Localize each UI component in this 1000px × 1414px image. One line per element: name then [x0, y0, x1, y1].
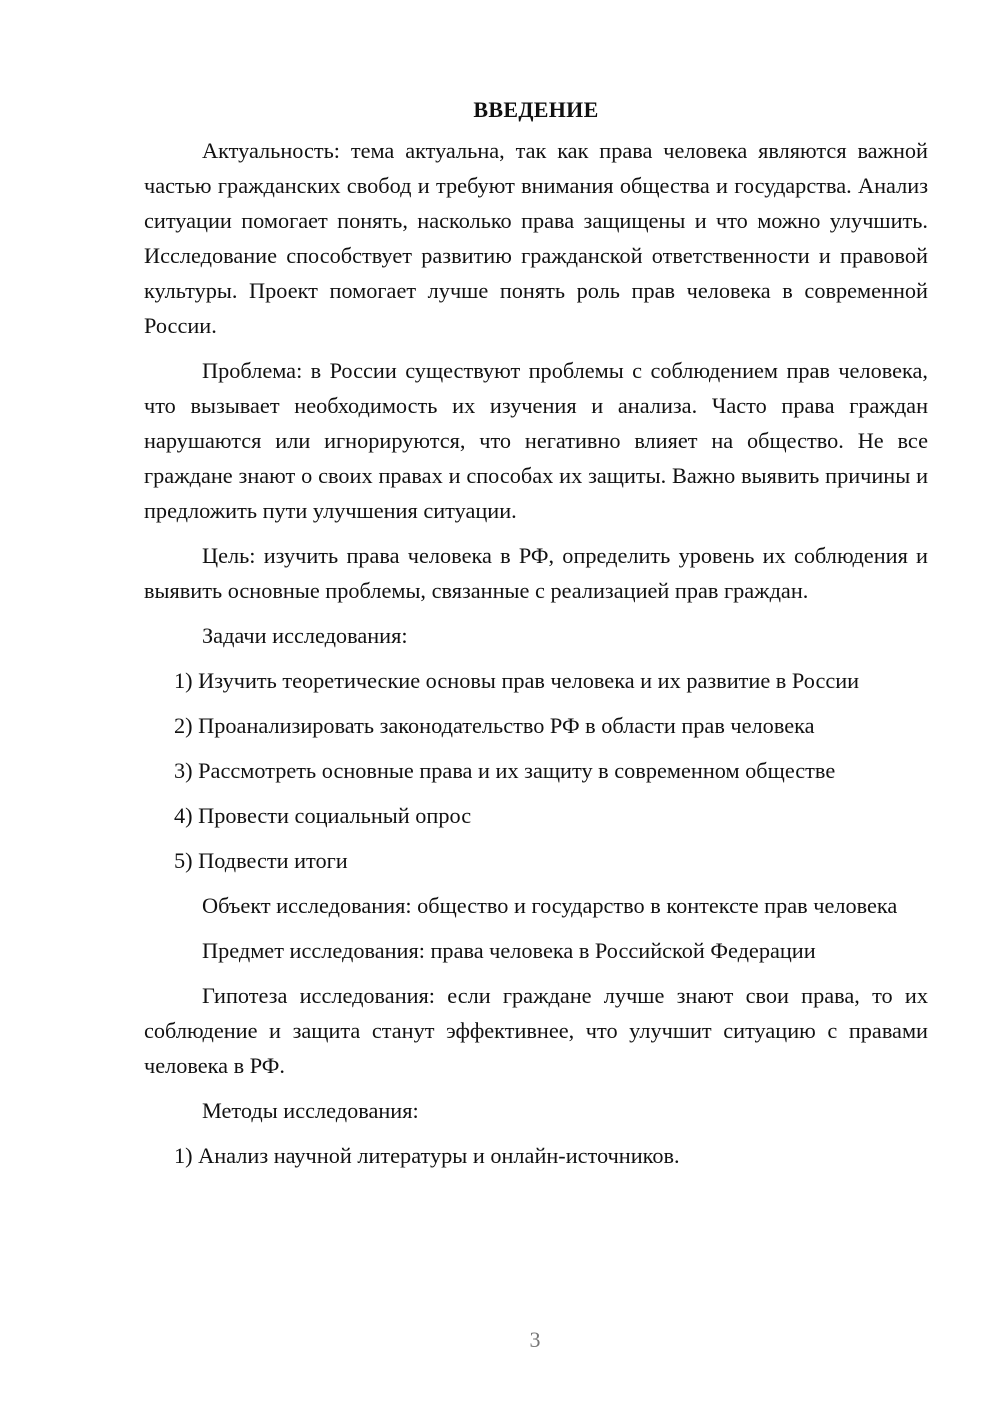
subject-paragraph: Предмет исследования: права человека в Российской Федерации: [202, 938, 816, 963]
hypothesis-paragraph: Гипотеза исследования: если граждане лучше знают свои права, то их соблюдение и защита станут эффективнее, что улучшит ситуацию с правами человека в РФ.: [144, 983, 928, 1078]
task-item-2: 2) Проанализировать законодательство РФ в области прав человека: [174, 713, 815, 738]
task-item-3: 3) Рассмотреть основные права и их защиту в современном обществе: [174, 758, 836, 783]
tasks-heading: Задачи исследования:: [202, 623, 408, 648]
page-number: 3: [529, 1327, 541, 1352]
problem-paragraph: Проблема: в России существуют проблемы с соблюдением прав человека, что вызывает необходимость их изучения и анализа. Часто права граждан нарушаются или игнорируются, что негативно влияет на общество. Не все граждане знают о своих правах и способах их защиты. Важно выявить причины и предложить пути улучшения ситуации.: [144, 358, 928, 523]
goal-paragraph: Цель: изучить права человека в РФ, определить уровень их соблюдения и выявить основные проблемы, связанные с реализацией прав граждан.: [144, 543, 928, 603]
task-item-5: 5) Подвести итоги: [174, 848, 348, 873]
task-item-4: 4) Провести социальный опрос: [174, 803, 472, 828]
relevance-paragraph: Актуальность: тема актуальна, так как права человека являются важной частью гражданских свобод и требуют внимания общества и государства. Анализ ситуации помогает понять, насколько права защищены и что можно улучшить. Исследование способствует развитию гражданской ответственности и правовой культуры. Проект помогает лучше понять роль прав человека в современной России.: [144, 138, 928, 338]
object-paragraph: Объект исследования: общество и государство в контексте прав человека: [202, 893, 898, 918]
task-item-1: 1) Изучить теоретические основы прав человека и их развитие в России: [174, 668, 860, 693]
document-page: [144, 92, 928, 1183]
method-item-1: 1) Анализ научной литературы и онлайн-источников.: [174, 1143, 680, 1168]
methods-heading: Методы исследования:: [202, 1098, 419, 1123]
section-title: ВВЕДЕНИЕ: [473, 97, 599, 122]
